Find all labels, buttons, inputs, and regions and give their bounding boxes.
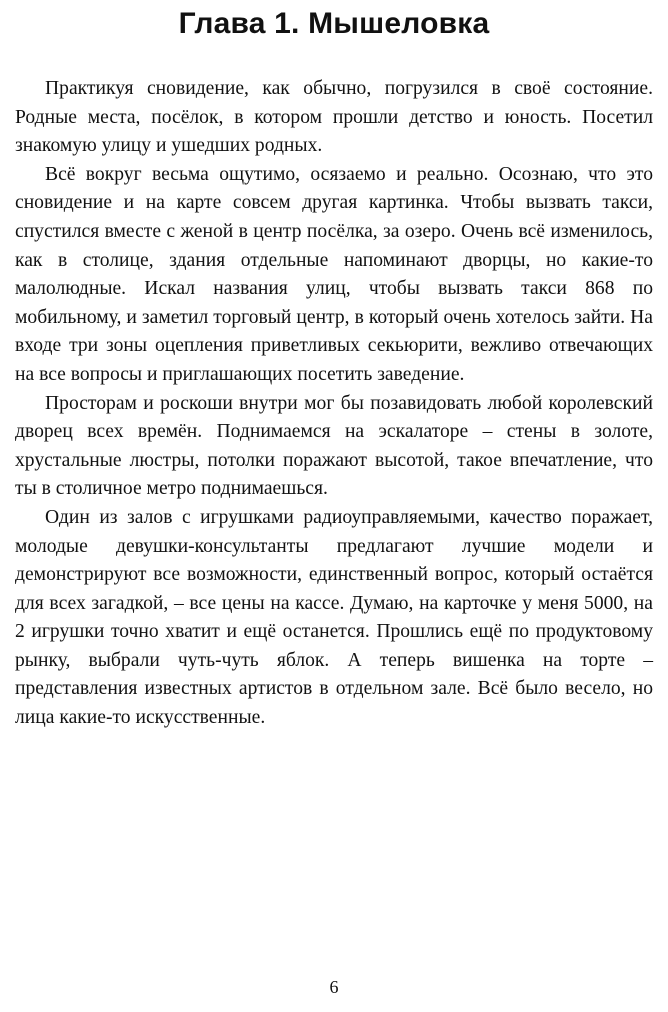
chapter-body	[15, 75, 653, 733]
paragraph-3: Просторам и роскоши внутри мог бы позавидовать любой королевский дворец всех времён. Поднимаемся на эскалаторе – стены в золоте, хрустальные люстры, потолки поражают высотой, такое впечатление, что ты в столичное метро поднимаешься.	[15, 392, 653, 500]
page-number: 6	[329, 977, 339, 997]
paragraph-2: Всё вокруг весьма ощутимо, осязаемо и реально. Осознаю, что это сновидение и на карте совсем другая картинка. Чтобы вызвать такси, спустился вместе с женой в центр посёлка, за озеро. Очень всё изменилось, как в столице, здания отдельные напоминают дворцы, но какие-то малолюдные. Искал названия улиц, чтобы вызвать такси 868 по мобильному, и заметил торговый центр, в который очень хотелось зайти. На входе три зоны оцепления приветливых секьюрити, вежливо отвечающих на все вопросы и приглашающих посетить заведение.	[15, 163, 653, 385]
paragraph-4: Один из залов с игрушками радиоуправляемыми, качество поражает, молодые девушки-консультанты предлагают лучшие модели и демонстрируют все возможности, единственный вопрос, который остаётся для всех загадкой, – все цены на кассе. Думаю, на карточке у меня 5000, на 2 игрушки точно хватит и ещё останется. Прошлись ещё по продуктовому рынку, выбрали чуть-чуть яблок. А теперь вишенка на торте – представления известных артистов в отдельном зале. Всё было весело, но лица какие-то искусственные.	[15, 506, 653, 729]
chapter-title: Глава 1. Мышеловка	[178, 7, 490, 40]
paragraph-1: Практикуя сновидение, как обычно, погрузился в своё состояние. Родные места, посёлок, в котором прошли детство и юность. Посетил знакомую улицу и ушедших родных.	[15, 78, 653, 157]
